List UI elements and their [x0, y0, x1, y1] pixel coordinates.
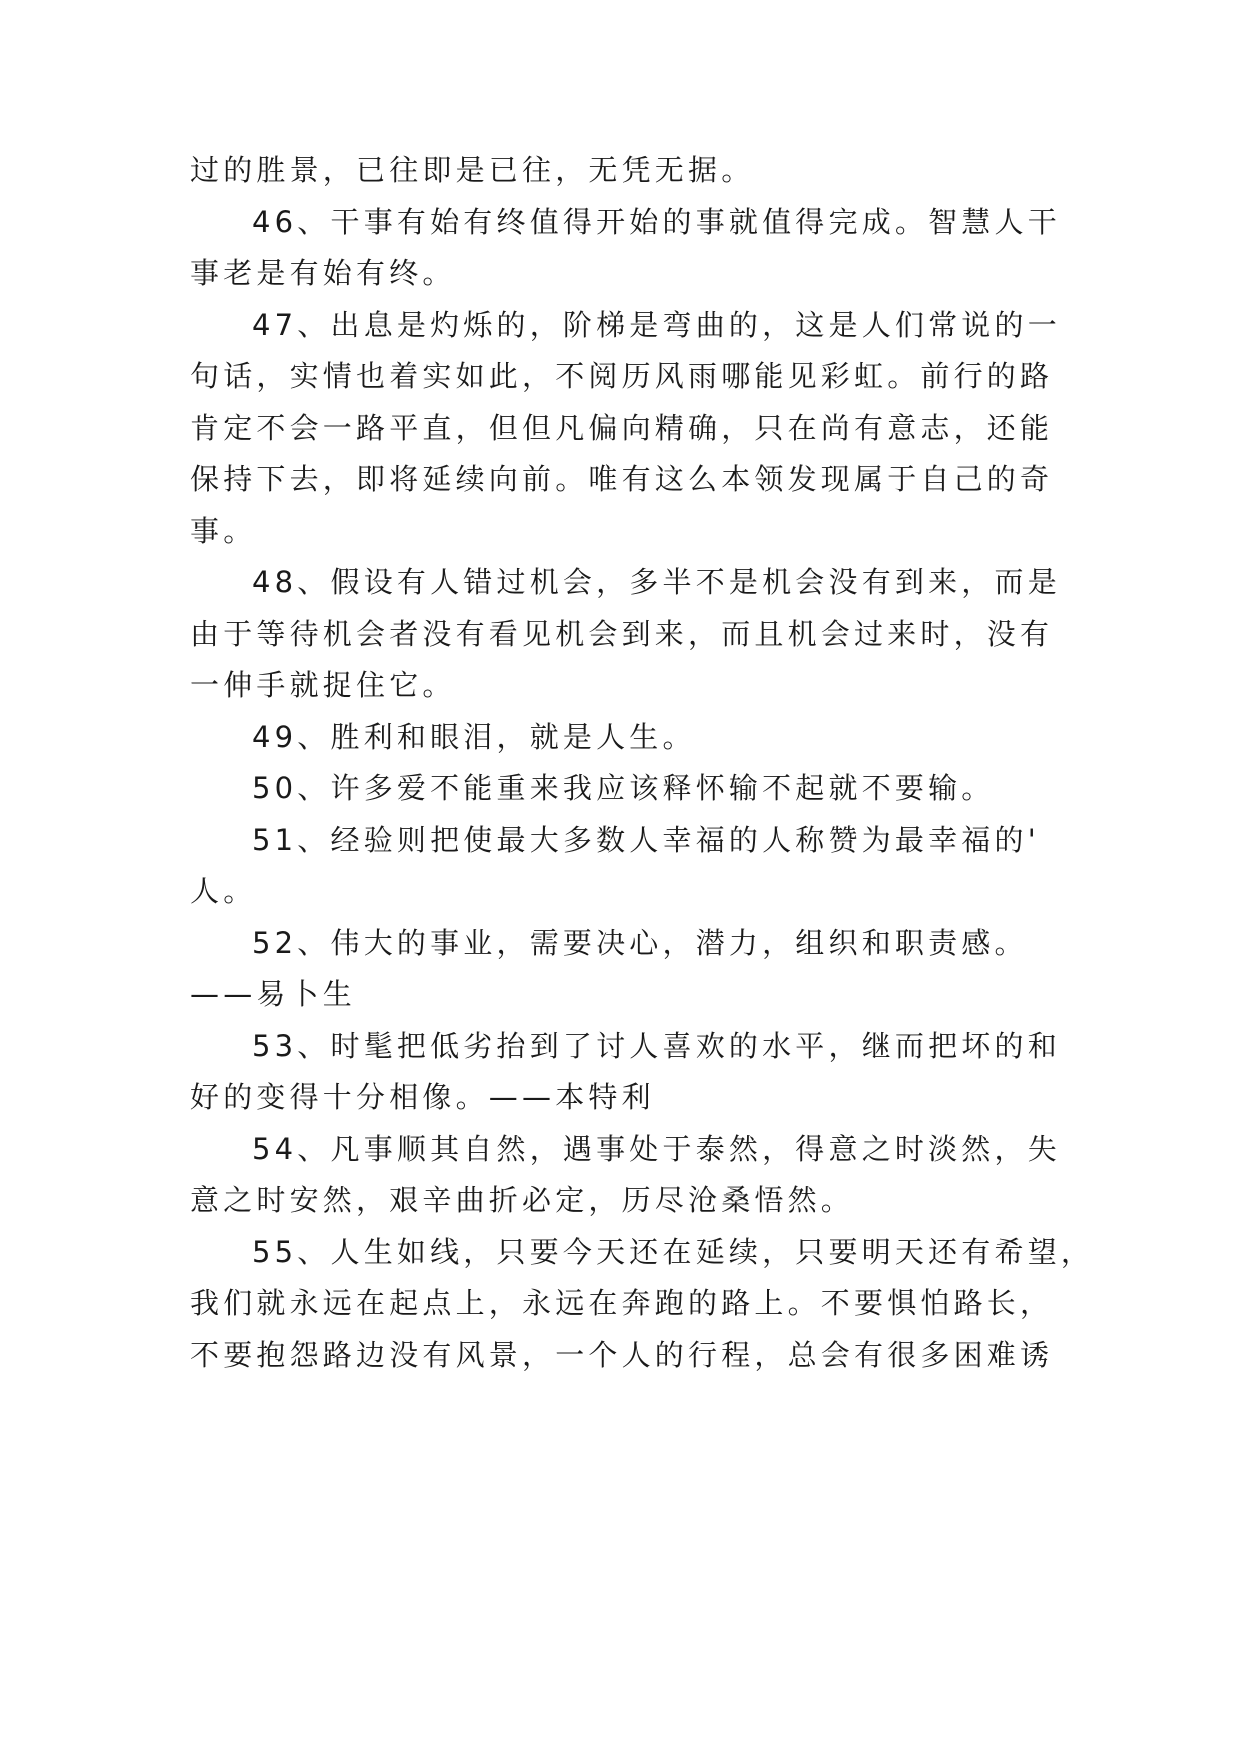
text-line: 51、经验则把使最大多数人幸福的人称赞为最幸福的' — [252, 823, 1040, 857]
text-line: 55、人生如线，只要今天还在延续，只要明天还有希望， — [252, 1235, 1095, 1269]
text-line: 事。 — [190, 514, 257, 548]
text-line: 句话，实情也着实如此，不阅历风雨哪能见彩虹。前行的路 — [190, 359, 1054, 393]
text-line: 54、凡事顺其自然，遇事处于泰然，得意之时淡然，失 — [252, 1132, 1061, 1166]
text-line: 过的胜景，已往即是已往，无凭无据。 — [190, 153, 755, 187]
text-line: 事老是有始有终。 — [190, 256, 456, 290]
text-line: ——易卜生 — [190, 977, 357, 1011]
text-line: 52、伟大的事业，需要决心，潜力，组织和职责感。 — [252, 926, 1028, 960]
text-line: 46、干事有始有终值得开始的事就值得完成。智慧人干 — [252, 205, 1061, 239]
text-line: 一伸手就捉住它。 — [190, 668, 456, 702]
text-line: 由于等待机会者没有看见机会到来，而且机会过来时，没有 — [190, 617, 1054, 651]
text-line: 53、时髦把低劣抬到了讨人喜欢的水平，继而把坏的和 — [252, 1029, 1061, 1063]
text-line: 我们就永远在起点上，永远在奔跑的路上。不要惧怕路长， — [190, 1286, 1054, 1320]
text-line: 保持下去，即将延续向前。唯有这么本领发现属于自己的奇 — [190, 462, 1054, 496]
text-line: 不要抱怨路边没有风景，一个人的行程，总会有很多困难诱 — [190, 1338, 1054, 1372]
text-line: 50、许多爱不能重来我应该释怀输不起就不要输。 — [252, 771, 995, 805]
text-line: 好的变得十分相像。——本特利 — [190, 1080, 655, 1114]
text-line: 47、出息是灼烁的，阶梯是弯曲的，这是人们常说的一 — [252, 308, 1061, 342]
text-line: 49、胜利和眼泪，就是人生。 — [252, 720, 696, 754]
text-line: 人。 — [190, 874, 257, 908]
text-line: 肯定不会一路平直，但但凡偏向精确，只在尚有意志，还能 — [190, 411, 1054, 445]
text-line: 48、假设有人错过机会，多半不是机会没有到来，而是 — [252, 565, 1061, 599]
text-line: 意之时安然，艰辛曲折必定，历尽沧桑悟然。 — [190, 1183, 855, 1217]
